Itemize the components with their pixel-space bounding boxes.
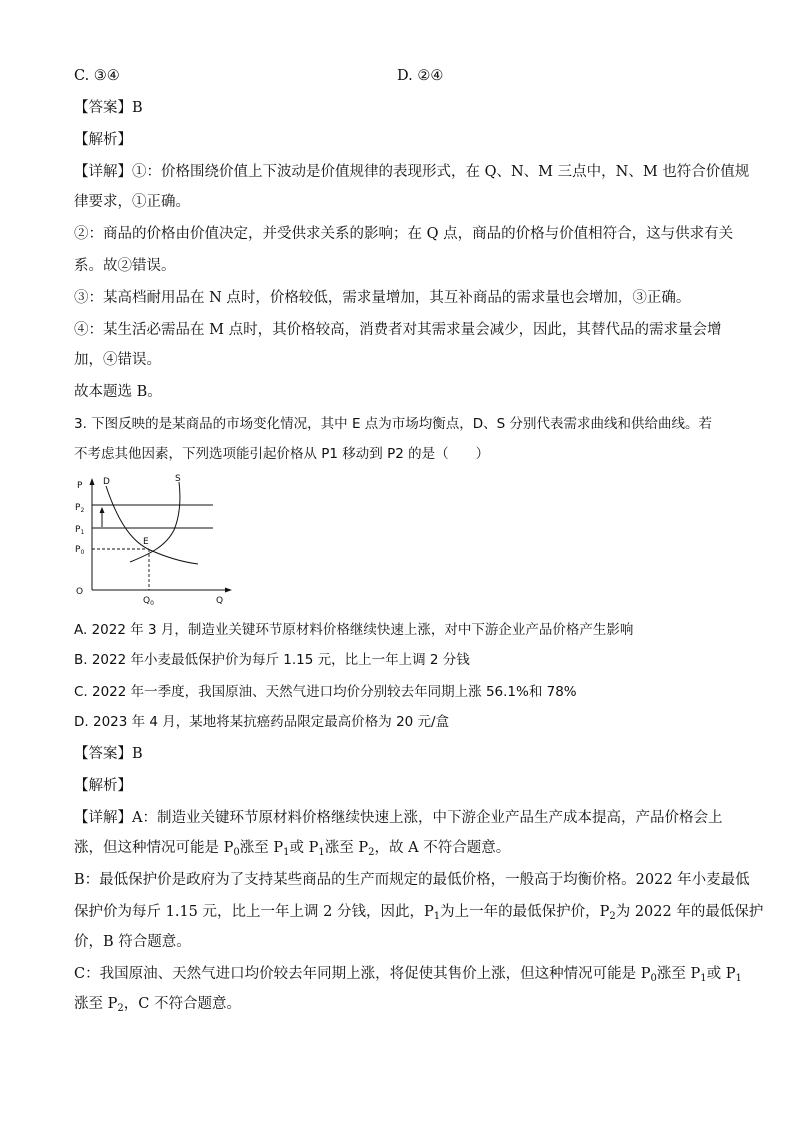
q2-detail-line-6: ④：某生活必需品在 M 点时，其价格较高，消费者对其需求量会减少，因此，其替代品的需求量会增 bbox=[74, 322, 722, 338]
supply-demand-figure bbox=[70, 472, 240, 612]
q2-detail-line-1 bbox=[74, 162, 749, 182]
q3-option-b: B. 2022 年小麦最低保护价为每斤 1.15 元，比上一年上调 2 分钱 bbox=[74, 652, 470, 668]
price-rise-arrowhead bbox=[100, 507, 105, 513]
q3-answer bbox=[74, 744, 143, 764]
q3-option-d: D. 2023 年 4 月，某地将某抗癌药品限定最高价格为 20 元/盒 bbox=[74, 714, 450, 730]
detail-tag: 【详解】 bbox=[74, 810, 132, 826]
label-e: E bbox=[143, 537, 149, 547]
option-d-prev: D. ②④ bbox=[397, 68, 444, 84]
q3-analysis-tag: 【解析】 bbox=[74, 778, 132, 794]
answer-value: B bbox=[132, 746, 143, 762]
label-d: D bbox=[103, 477, 110, 487]
q2-detail-line-8: 故本题选 B。 bbox=[74, 384, 162, 400]
q2-detail-line-3: ②：商品的价格由价值决定，并受供求关系的影响；在 Q 点，商品的价格与价值相符合，这与供求有关 bbox=[74, 226, 734, 242]
q2-answer bbox=[74, 98, 143, 118]
supply-curve bbox=[130, 482, 180, 562]
q2-detail-line-7: 加，④错误。 bbox=[74, 352, 161, 368]
answer-tag: 【答案】 bbox=[74, 100, 132, 116]
q2-analysis-tag: 【解析】 bbox=[74, 132, 132, 148]
detail-text: ①：价格围绕价值上下波动是价值规律的表现形式，在 Q、N、M 三点中，N、M 也符合价值规 bbox=[132, 164, 750, 180]
label-o: O bbox=[76, 587, 84, 597]
label-p1: $P_1$ bbox=[75, 525, 85, 536]
label-s: S bbox=[175, 474, 181, 484]
q3-detail-b-line-2: 保护价为每斤 1.15 元，比上一年上调 2 分钱，因此，$P_1$为上一年的最低保护价，$P_2$为 2022 年的最低保护 bbox=[74, 904, 764, 922]
y-axis-arrow bbox=[90, 478, 95, 485]
q3-stem-line-1: 3. 下图反映的是某商品的市场变化情况，其中 E 点为市场均衡点，D、S 分别代表需求曲线和供给曲线。若 bbox=[74, 416, 713, 432]
label-p: P bbox=[77, 481, 83, 491]
q3-detail-c-line-1: C：我国原油、天然气进口均价较去年同期上涨，将促使其售价上涨，但这种情况可能是 $P_0$涨至 $P_1$或 $P_1$ bbox=[74, 966, 742, 984]
supply-demand-svg bbox=[70, 472, 240, 612]
detail-tag: 【详解】 bbox=[74, 164, 132, 180]
q3-option-c: C. 2022 年一季度，我国原油、天然气进口均价分别较去年同期上涨 56.1%和 78% bbox=[74, 684, 577, 700]
x-axis-arrow bbox=[225, 588, 232, 593]
q3-stem-line-2: 不考虑其他因素，下列选项能引起价格从 P1 移动到 P2 的是（ ） bbox=[74, 446, 490, 462]
q3-option-a: A. 2022 年 3 月，制造业关键环节原材料价格继续快速上涨，对中下游企业产品价格产生影响 bbox=[74, 622, 634, 638]
label-q: Q bbox=[216, 596, 224, 606]
q3-detail-c-line-2: 涨至 $P_2$，C 不符合题意。 bbox=[74, 996, 241, 1014]
q2-detail-line-2: 律要求，①正确。 bbox=[74, 194, 190, 210]
answer-value: B bbox=[132, 100, 143, 116]
q3-detail-a-line-2: 涨，但这种情况可能是 $P_0$涨至 $P_1$或 $P_1$涨至 $P_2$，故 A 不符合题意。 bbox=[74, 840, 511, 858]
q2-detail-line-4: 系。故②错误。 bbox=[74, 258, 176, 274]
q2-detail-line-5: ③：某高档耐用品在 N 点时，价格较低，需求量增加，其互补商品的需求量也会增加，③正确。 bbox=[74, 290, 691, 306]
q3-detail-b-line-1: B：最低保护价是政府为了支持某些商品的生产而规定的最低价格，一般高于均衡价格。2022 年小麦最低 bbox=[74, 872, 750, 888]
option-c-prev: C. ③④ bbox=[74, 68, 120, 84]
answer-tag: 【答案】 bbox=[74, 746, 132, 762]
q3-detail-a-line-1 bbox=[74, 808, 722, 828]
label-p2: $P_2$ bbox=[75, 503, 85, 514]
detail-text: A：制造业关键环节原材料价格继续快速上涨，中下游企业产品生产成本提高，产品价格会上 bbox=[132, 810, 723, 826]
label-p0: $P_0$ bbox=[75, 545, 85, 556]
q3-detail-b-line-3: 价，B 符合题意。 bbox=[74, 934, 191, 950]
label-q0: $Q_0$ bbox=[143, 596, 154, 607]
